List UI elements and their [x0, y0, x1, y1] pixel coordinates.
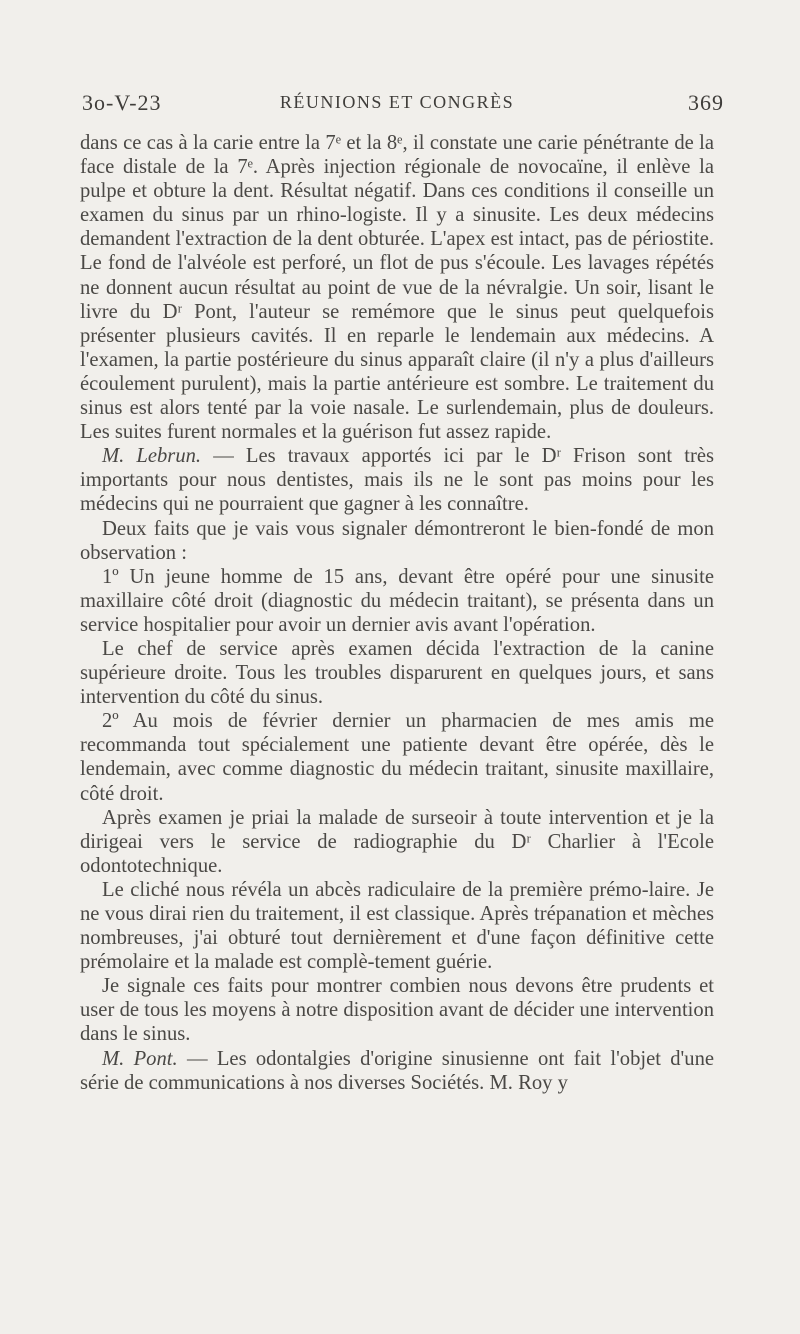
paragraph-text: Le chef de service après examen décida l'extraction de la canine supérieure droite. Tous les troubles disparurent en quelques jours, et sans intervention du côté du sinus.: [80, 637, 714, 709]
paragraph: [80, 974, 714, 1046]
paragraph: [80, 806, 714, 878]
page-number: 369: [688, 90, 724, 115]
paragraph-text: Deux faits que je vais vous signaler démontreront le bien-fondé de mon observation :: [80, 517, 714, 564]
paragraph: [80, 878, 714, 974]
header-title: RÉUNIONS ET CONGRÈS: [279, 92, 515, 112]
book-page: [80, 90, 724, 1095]
paragraph-case-1: [80, 565, 714, 637]
speaker-name: M. Pont.: [102, 1047, 178, 1070]
paragraph: [80, 637, 714, 709]
paragraph-text: Après examen je priai la malade de surseoir à toute intervention et je la dirigeai vers le service de radiographie du Dʳ Charlier à l'Ecole odontotechnique.: [80, 806, 714, 877]
paragraph-continuation: [80, 131, 714, 444]
paragraph-lebrun: [80, 444, 714, 516]
paragraph-case-2: [80, 709, 714, 805]
header-date: 3o-V-23: [82, 90, 162, 115]
paragraph: [80, 517, 714, 565]
running-head: [80, 90, 724, 124]
paragraph-text: Je signale ces faits pour montrer combien nous devons être prudents et user de tous les moyens à notre disposition avant de décider une intervention dans le sinus.: [80, 975, 714, 1046]
paragraph-text: Le cliché nous révéla un abcès radiculaire de la première prémo-laire. Je ne vous dirai rien du traitement, il est classique. Après trépanation et mèches nombreuses, j'ai obturé tout dernièrement et d'une façon définitive cette prémolaire et la malade est complè-tement guérie.: [80, 878, 714, 974]
paragraph-text: — Les travaux apportés ici par le Dʳ Frison sont très importants pour nous dentistes, mais ils ne le sont pas moins pour les médecins qui ne pourraient que gagner à les connaître.: [80, 445, 714, 516]
paragraph-text: dans ce cas à la carie entre la 7ᵉ et la 8ᵉ, il constate une carie pénétrante de la face distale de la 7ᵉ. Après injection régionale de novocaïne, il enlève la pulpe et obture la dent. Résultat négatif. Dans ces conditions il conseille un examen du sinus par un rhino-logiste. Il y a sinusite. Les deux médecins demandent l'extraction de la dent obturée. L'apex est intact, pas de périostite. Le fond de l'alvéole est perforé, un flot de pus s'écoule. Les lavages répétés ne donnent aucun résultat au point de vue de la névralgie. Un soir, lisant le livre du Dʳ Pont, l'auteur se remémore que le sinus peut quelquefois présenter plusieurs cavités. Il en reparle le lendemain aux médecins. A l'examen, la partie postérieure du sinus apparaît claire (il n'y a plus d'ailleurs écoulement purulent), mais la partie antérieure est sombre. Le traitement du sinus est alors tenté par la voie nasale. Le surlendemain, plus de douleurs. Les suites furent normales et la guérison fut assez rapide.: [80, 132, 714, 444]
paragraph-text: — Les odontalgies d'origine sinusienne ont fait l'objet d'une série de communications à nos diverses Sociétés. M. Roy y: [80, 1047, 715, 1094]
speaker-name: M. Lebrun.: [102, 445, 202, 468]
body-text: [80, 131, 714, 1095]
paragraph-text: 1º Un jeune homme de 15 ans, devant être opéré pour une sinusite maxillaire côté droit (diagnostic du médecin traitant), se présenta dans un service hospitalier pour avoir un dernier avis avant l'opération.: [80, 565, 714, 636]
paragraph-pont: [80, 1047, 714, 1095]
paragraph-text: 2º Au mois de février dernier un pharmacien de mes amis me recommanda tout spécialement une patiente devant être opérée, dès le lendemain, avec comme diagnostic du médecin traitant, sinusite maxillaire, côté droit.: [80, 710, 714, 805]
